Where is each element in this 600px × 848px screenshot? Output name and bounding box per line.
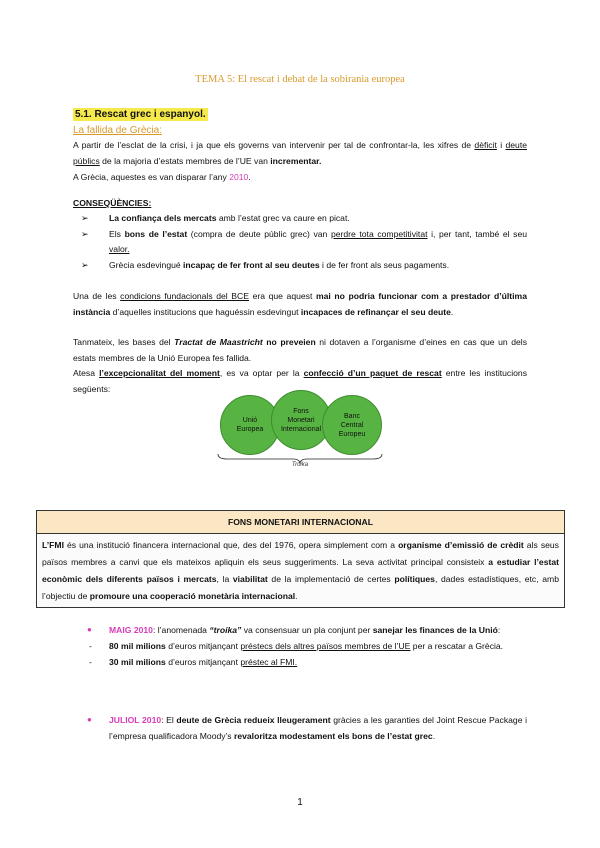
circle-label: Banc [344,412,360,420]
text-increase: incrementar. [270,155,322,166]
text: i de fer front als seus pagaments. [319,259,450,270]
text: bons de l’estat [124,228,188,239]
consequences-list [73,211,527,273]
text: Tanmateix, les bases del [73,337,175,347]
text: deute de Grècia redueix lleugerament [176,715,331,725]
text: i [496,140,506,150]
list-item-sub [73,654,527,670]
text: va consensuar un pla conjunt per [241,625,373,635]
text: Una de les [73,291,121,301]
bullet-icon: ● [87,715,92,724]
list-item [73,258,527,274]
text: , dades estadístiques, etc, amb l’objectiu de [42,574,559,601]
text: no preveien [262,337,316,347]
text: perdre tota competitivitat [330,228,428,239]
text: L’FMI [42,540,64,550]
text: gràcies a les garanties del Joint Rescue Package i l’empresa qualificadora Moody’s [109,715,528,741]
text: l’excepcionalitat del moment [99,368,220,378]
paragraph-greece [73,170,527,186]
text: és una institució financera internacional que, des del 1976, opera simplement com a [63,540,399,550]
circle-label: Central [340,421,364,429]
text: als seus països membres a canvi que els mateixos apliquin els seus suggeriments. La seva activitat principal consisteix [42,540,559,567]
paragraph-crisis [73,138,527,169]
text: préstec al FMI. [240,657,298,667]
text: organisme d’emissió de crèdit [398,540,524,550]
circle-label: Europeu [338,430,366,438]
text: 80 mil milions [109,641,166,651]
text: incapaç de fer front al seu deutes [183,259,320,270]
circle-label: Unió [242,417,258,424]
dash-marker: - [89,641,92,651]
timeline-list-july [73,712,527,744]
page-number: 1 [297,797,303,808]
paragraph-bce [73,289,527,320]
text: era que aquest [248,291,316,301]
text: : El [161,715,177,725]
text: “troika” [209,625,242,635]
text: incapaces de refinançar el seu deute [300,306,451,317]
box-body [37,534,564,605]
text: d’aquelles institucions que haguéssin esdevingut [110,306,301,317]
text-deficit: dèficit [474,140,497,150]
text: Atesa [73,368,100,378]
text: , la [216,574,233,584]
text: polítiques [394,574,435,584]
year-highlight: 2010 [229,172,249,182]
troika-diagram [215,390,385,490]
text: ni dotaven a l’organisme d’eines en cas que un dels estats membres de la Unió Europea fes fallida. [73,337,527,363]
text: . [248,172,251,182]
text: viabilitat [232,574,268,584]
text: revaloritza modestament els bons de l’estat grec [234,731,433,741]
text: de la majoria d’estats membres de l’UE van [99,155,271,166]
text: Els [109,228,125,239]
text: Grècia esdevingué [109,259,184,270]
text: préstecs dels altres països membres de l’UE [240,641,411,651]
text: confecció d’un paquet de rescat [303,368,442,378]
circle-label: Monetari [287,416,315,424]
timeline-list [73,622,527,670]
text: condicions fundacionals del BCE [120,291,249,301]
text: La confiança dels mercats [109,213,217,223]
text: entre les institucions següents: [73,368,527,394]
text: sanejar les finances de la Unió [372,625,498,635]
text: d’euros mitjançant [165,641,241,651]
consequences-heading: CONSEQÜÈNCIES: [73,198,152,208]
page-title: TEMA 5: El rescat i debat de la sobirania europea [195,74,405,85]
box-heading: FONS MONETARI INTERNACIONAL [37,511,564,534]
text: valor. [109,244,130,254]
arrow-bullet-icon: ➢ [81,259,89,270]
text: (compra de deute públic grec) van [187,228,331,239]
list-item-may [73,622,527,638]
text: : [497,625,501,635]
arrow-bullet-icon: ➢ [81,213,89,223]
list-item-july [73,712,527,744]
text: . [295,591,298,601]
troika-label: Troika [291,462,309,468]
circle-label: Fons [293,407,309,415]
bullet-icon: ● [87,625,92,634]
text: mai no podria funcionar com a prestador d’última instància [73,291,527,317]
section-heading: 5.1. Rescat grec i espanyol. [75,109,206,120]
circle-label: Europea [236,426,264,433]
list-item [73,227,527,258]
arrow-bullet-icon: ➢ [81,228,89,239]
subsection-heading: La fallida de Grècia: [73,125,162,136]
text: a estudiar l’estat econòmic dels diferents països i mercats [42,557,559,584]
text: promoure una cooperació monetària internacional [89,591,296,601]
text: de la implementació de certes [267,574,395,584]
text: Tractat de Maastricht [174,337,263,347]
text-public-debt: deute públics [73,140,528,166]
circle-ecb [322,395,382,455]
text: i, per tant, també el seu [427,228,528,239]
date-label: MAIG 2010 [109,625,153,635]
circle-label: Internacional [280,425,322,433]
text: amb l’estat grec va caure en picat. [216,213,350,223]
dash-marker: - [89,657,92,667]
list-item [73,211,527,227]
text: : l’anomenada [152,625,210,635]
list-item-sub [73,638,527,654]
text: A Grècia, aquestes es van disparar l’any [73,172,230,182]
text: . [432,731,436,741]
text: per a rescatar a Grècia. [410,641,504,651]
paragraph-maastricht [73,335,527,366]
text: . [450,306,454,317]
imf-info-box [36,510,565,608]
text: d’euros mitjançant [165,657,241,667]
text: 30 mil milions [109,657,166,667]
date-label: JULIOL 2010 [109,715,162,725]
text: A partir de l’esclat de la crisi, i ja que els governs van intervenir per tal de confrontar-la, les xifres de [73,140,475,150]
text: , es va optar per la [219,368,304,378]
